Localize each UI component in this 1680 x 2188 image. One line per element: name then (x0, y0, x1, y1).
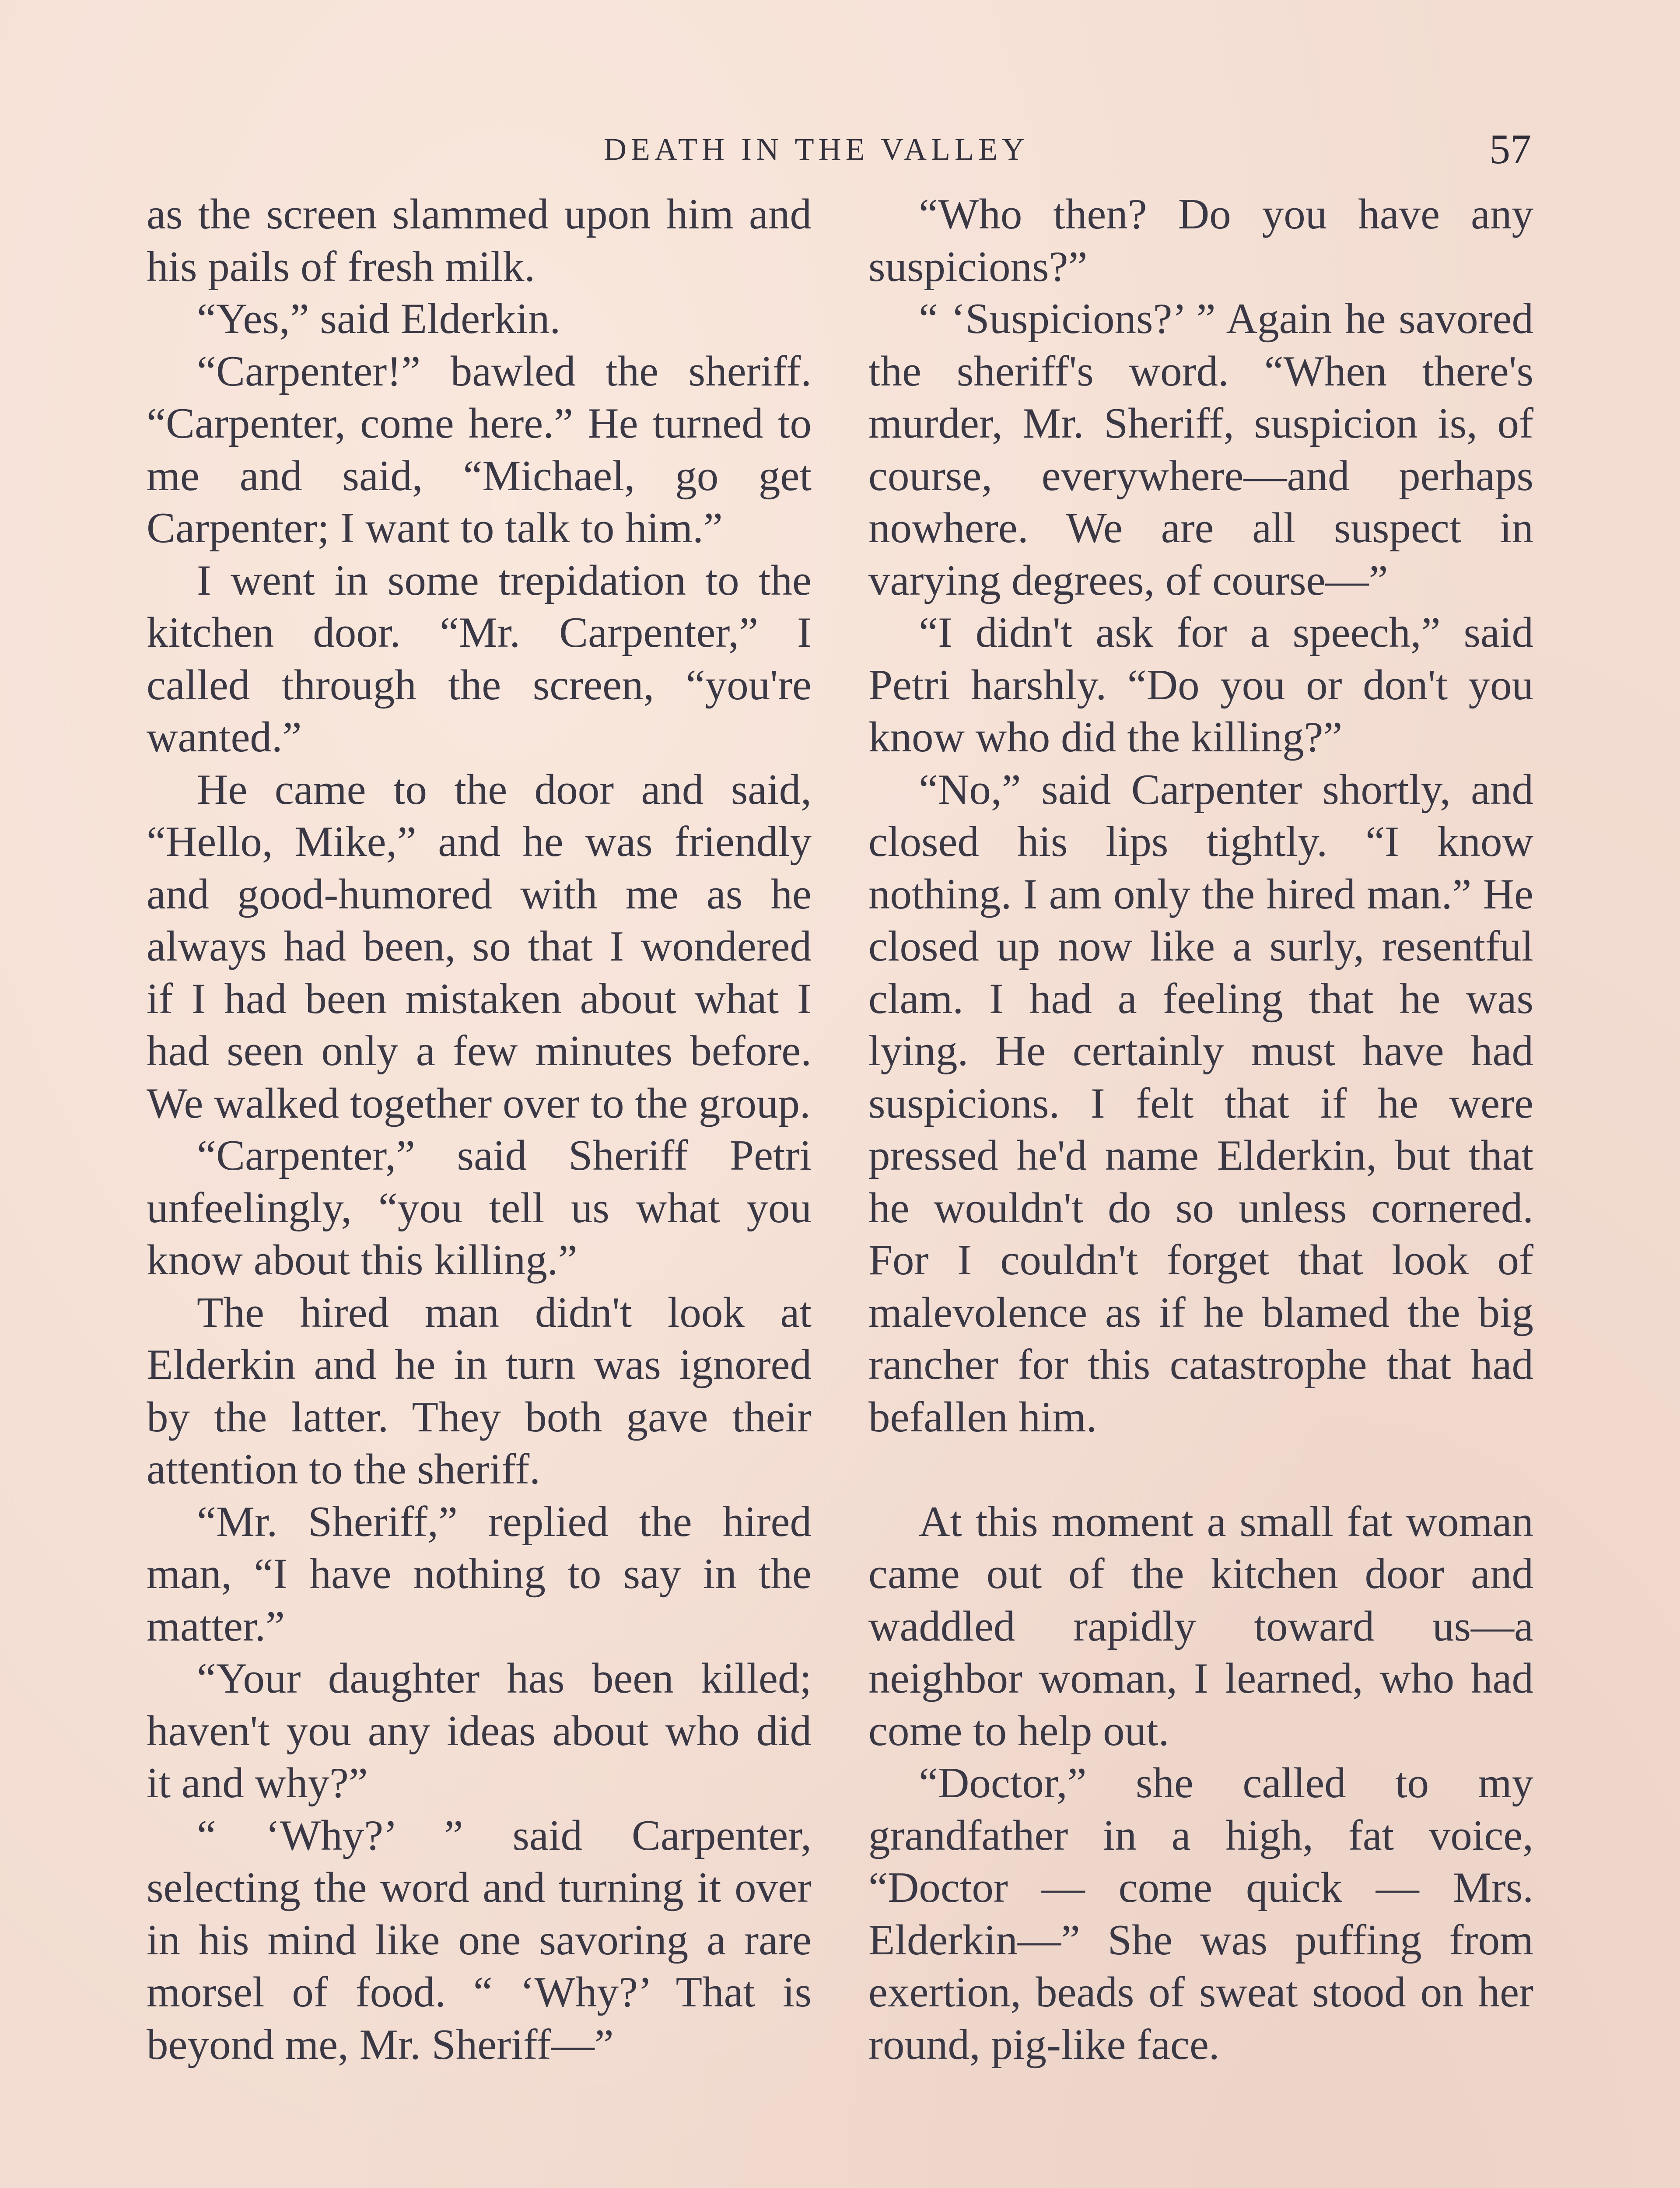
page-number: 57 (1489, 126, 1531, 172)
paragraph: “Mr. Sheriff,” replied the hired man, “I have nothing to say in the matter.” (147, 1497, 812, 1650)
paragraph: He came to the door and said, “Hello, Mike,” and he was friendly and good-humored with me as he always had been, so that I wondered if I had been mistaken about what I had seen only a few minutes before. We walked together over to the group. (147, 765, 812, 1127)
running-title: DEATH IN THE VALLEY (604, 132, 1029, 167)
left-column (147, 188, 812, 2071)
paragraph: “Who then? Do you have any suspicions?” (868, 190, 1533, 291)
paragraph: At this moment a small fat woman came out of the kitchen door and waddled rapidly toward us—a neighbor woman, I learned, who had come to help out. (868, 1497, 1533, 1755)
paragraph: “I didn't ask for a speech,” said Petri harshly. “Do you or don't you know who did the killing?” (868, 609, 1533, 761)
paragraph: “Yes,” said Elderkin. (197, 295, 561, 343)
paragraph: “Doctor,” she called to my grandfather in a high, fat voice, “Doctor — come quick — Mrs. Elderkin—” She was puffing from exertion, beads of sweat stood on her round, pig-like face. (868, 1759, 1533, 2069)
paragraph: “Carpenter!” bawled the sheriff. “Carpenter, come here.” He turned to me and said, “Michael, go get Carpenter; I want to talk to him.” (147, 347, 812, 552)
paragraph: “Your daughter has been killed; haven't you any ideas about who did it and why?” (147, 1655, 812, 1807)
paragraph: “No,” said Carpenter shortly, and closed his lips tightly. “I know nothing. I am only the hired man.” He closed up now like a surly, resentful clam. I had a feeling that he was lying. He certainly must have had suspicions. I felt that if he were pressed he'd name Elderkin, but that he wouldn't do so unless cornered. For I couldn't forget that look of malevolence as if he blamed the big rancher for this catastrophe that had befallen him. (868, 765, 1533, 1441)
paragraph: “Carpenter,” said Sheriff Petri unfeelingly, “you tell us what you know about this killing.” (147, 1132, 812, 1284)
paragraph: “ ‘Suspicions?’ ” Again he savored the sheriff's word. “When there's murder, Mr. Sheriff, suspicion is, of course, everywhere—and perhaps nowhere. We are all suspect in varying degrees, of course—” (868, 295, 1533, 604)
right-column (868, 188, 1533, 2071)
paragraph: The hired man didn't look at Elderkin and he in turn was ignored by the latter. They both gave their attention to the sheriff. (147, 1288, 812, 1493)
paragraph: as the screen slammed upon him and his pails of fresh milk. (147, 190, 812, 291)
section-break (868, 1443, 1533, 1496)
paragraph: “ ‘Why?’ ” said Carpenter, selecting the word and turning it over in his mind like one savoring a rare morsel of food. “ ‘Why?’ That is beyond me, Mr. Sheriff—” (147, 1811, 812, 2069)
paragraph: I went in some trepidation to the kitchen door. “Mr. Carpenter,” I called through the screen, “you're wanted.” (147, 556, 812, 761)
